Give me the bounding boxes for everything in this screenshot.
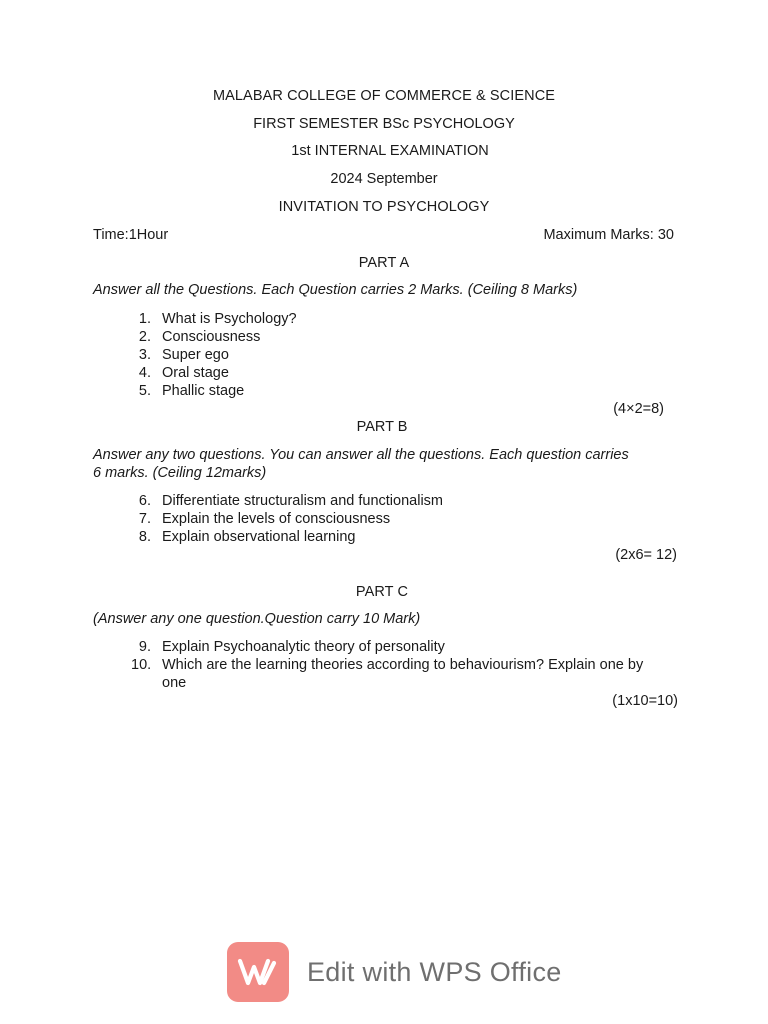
question-text: Oral stage [162, 365, 229, 381]
part-b-title: PART B [356, 419, 408, 435]
question-text: Differentiate structuralism and functionalism [162, 493, 443, 509]
semester-title: FIRST SEMESTER BSc PSYCHOLOGY [253, 116, 515, 132]
subject-title: INVITATION TO PSYCHOLOGY [278, 199, 490, 215]
part-c-title: PART C [355, 584, 409, 600]
question-text-continued: one [162, 675, 187, 691]
exam-date: 2024 September [330, 171, 438, 187]
question-number: 4. [138, 365, 151, 381]
question-text: Explain observational learning [162, 529, 356, 545]
part-b-marks: (2x6= 12) [615, 547, 677, 563]
max-marks-label: Maximum Marks: 30 [543, 227, 674, 243]
part-c-marks: (1x10=10) [612, 693, 678, 709]
question-number: 8. [138, 529, 151, 545]
question-number: 9. [138, 639, 151, 655]
part-a-title: PART A [358, 255, 410, 271]
question-number: 7. [138, 511, 151, 527]
part-a-instruction: Answer all the Questions. Each Question carries 2 Marks. (Ceiling 8 Marks) [93, 282, 578, 298]
time-label: Time:1Hour [93, 227, 169, 243]
question-text: What is Psychology? [162, 311, 297, 327]
question-text: Which are the learning theories according to behaviourism? Explain one by [162, 657, 644, 673]
question-number: 5. [138, 383, 151, 399]
wps-edit-label: Edit with WPS Office [307, 956, 562, 987]
question-text: Explain the levels of consciousness [162, 511, 391, 527]
wps-logo-icon [227, 942, 289, 1002]
question-text: Consciousness [162, 329, 261, 345]
wps-watermark[interactable] [227, 942, 562, 1002]
question-text: Super ego [162, 347, 229, 363]
question-number: 2. [138, 329, 151, 345]
part-c-instruction: (Answer any one question.Question carry 10 Mark) [93, 611, 421, 627]
part-a-marks: (4×2=8) [613, 401, 664, 417]
part-b-instruction-line2: 6 marks. (Ceiling 12marks) [93, 465, 267, 481]
question-text: Phallic stage [162, 383, 245, 399]
question-text: Explain Psychoanalytic theory of personality [162, 639, 445, 655]
exam-title: 1st INTERNAL EXAMINATION [291, 143, 489, 159]
question-number: 10. [131, 657, 152, 673]
question-number: 1. [138, 311, 151, 327]
college-name: MALABAR COLLEGE OF COMMERCE & SCIENCE [212, 88, 556, 104]
question-number: 6. [138, 493, 151, 509]
question-number: 3. [138, 347, 151, 363]
part-b-instruction-line1: Answer any two questions. You can answer all the questions. Each question carries [93, 447, 629, 463]
